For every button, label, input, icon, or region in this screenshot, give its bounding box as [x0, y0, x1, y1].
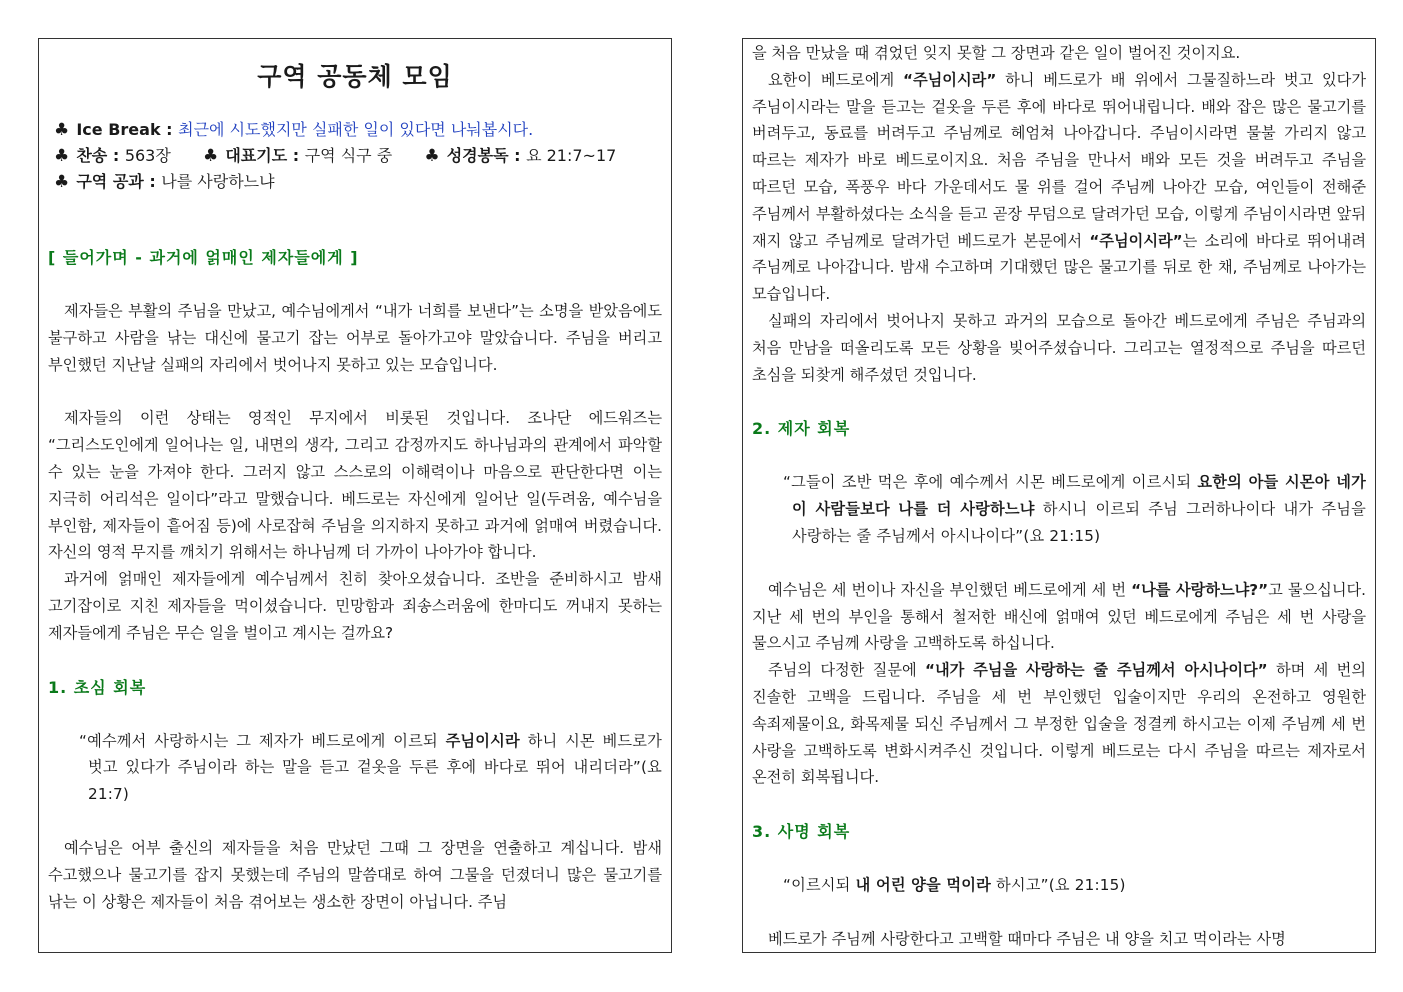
club-icon: ♣	[54, 146, 70, 166]
paragraph: 을 처음 만났을 때 겪었던 잊지 못할 그 장면과 같은 일이 벌어진 것이지요.	[752, 44, 1241, 62]
paragraph: 과거에 얽매인 제자들에게 예수님께서 친히 찾아오셨습니다. 조반을 준비하시고 밤새 고기잡이로 지친 제자들을 먹이셨습니다. 민망함과 죄송스러움에 한마디도 꺼내지 못하는 제자들에게 주님은 무슨 일을 벌이고 계시는 걸까요?	[48, 570, 662, 642]
lesson-value: 나를 사랑하느냐	[161, 172, 275, 191]
scripture-quote: “그들이 조반 먹은 후에 예수께서 시몬 베드로에게 이르시되 요한의 아들 시몬아 네가 이 사람들보다 나를 더 사랑하느냐 하시니 이르되 주님 그러하나이다 내가 주님을 사랑하는 줄 주님께서 아시나이다”(요 21:15)	[783, 473, 1367, 545]
paragraph: 주님의 다정한 질문에 “내가 주님을 사랑하는 줄 주님께서 아시나이다” 하며 세 번의 진솔한 고백을 드립니다. 주님을 세 번 부인했던 입술이지만 우리의 온전하고 영원한 속죄제물이요, 화목제물 되신 주님께서 그 부정한 입술을 정결케 하시고는 이제 주님께 세 번 사랑을 고백하도록 변화시켜주신 것입니다. 이렇게 베드로는 다시 주님을 따르는 제자로서 온전히 회복됩니다.	[752, 661, 1366, 787]
prayer-value: 구역 식구 중	[304, 146, 393, 165]
paragraph: 제자들은 부활의 주님을 만났고, 예수님에게서 “내가 너희를 보낸다”는 소명을 받았음에도 불구하고 사람을 낚는 대신에 물고기 잡는 어부로 돌아가고야 말았습니다. 주님을 버리고 부인했던 지난날 실패의 자리에서 벗어나지 못하고 있는 모습입니다.	[48, 302, 662, 374]
club-icon: ♣	[424, 146, 440, 166]
left-page	[38, 38, 672, 953]
paragraph: 제자들의 이런 상태는 영적인 무지에서 비롯된 것입니다. 조나단 에드워즈는 “그리스도인에게 일어나는 일, 내면의 생각, 그리고 감정까지도 하나님과의 관계에서 파악할 수 있는 눈을 가져야 한다. 그러지 않고 스스로의 이해력이나 마음으로 판단한다면 이는 지극히 어리석은 일이다”라고 말했습니다. 베드로는 자신에게 일어난 일(두려움, 예수님을 부인함, 제자들이 흩어짐 등)에 사로잡혀 주님을 의지하지 못하고 과거에 얽매여 버렸습니다. 자신의 영적 무지를 깨치기 위해서는 하나님께 더 가까이 나아가야 합니다.	[48, 409, 662, 562]
section-heading-3: 3. 사명 회복	[752, 822, 851, 842]
scripture-quote: “이르시되 내 어린 양을 먹이라 하시고”(요 21:15)	[783, 876, 1126, 895]
prayer-label: 대표기도	[225, 146, 288, 165]
club-icon: ♣	[203, 146, 219, 166]
reading-label: 성경봉독	[446, 146, 509, 165]
order-line: ♣ 찬송 : 563장 ♣ 대표기도 : 구역 식구 중 ♣ 성경봉독 : 요 21:7~17	[54, 146, 617, 166]
lesson-line: ♣ 구역 공과 : 나를 사랑하느냐	[54, 172, 275, 192]
section-heading-1: 1. 초심 회복	[48, 677, 147, 697]
intro-heading: [ 들어가며 - 과거에 얽매인 제자들에게 ]	[48, 248, 359, 267]
icebreak-line: ♣ Ice Break : 최근에 시도했지만 실패한 일이 있다면 나눠봅시다.	[54, 120, 534, 140]
reading-value: 요 21:7~17	[526, 146, 617, 165]
section-heading-2: 2. 제자 회복	[752, 419, 851, 439]
hymn-label: 찬송	[76, 146, 108, 165]
paragraph: 예수님은 어부 출신의 제자들을 처음 만났던 그때 그 장면을 연출하고 계십니다. 밤새 수고했으나 물고기를 잡지 못했는데 주님의 말씀대로 하여 그물을 던졌더니 많은 물고기를 낚는 이 상황은 제자들이 처음 겪어보는 생소한 장면이 아닙니다. 주님	[48, 838, 662, 911]
paragraph: 요한이 베드로에게 “주님이시라” 하니 베드로가 배 위에서 그물질하느라 벗고 있다가 주님이시라는 말을 듣고는 겉옷을 두른 후에 바다로 뛰어내립니다. 배와 잡은 많은 물고기를 버려두고, 동료를 버려두고 주님께로 헤엄쳐 나아갑니다. 주님이시라면 물불 가리지 않고 따르는 제자가 바로 베드로이지요. 처음 주님을 만나서 배와 모든 것을 버려두고 주님을 따르던 모습, 폭풍우 바다 가운데서도 물 위를 걸어 주님께 나아간 모습, 여인들이 전해준 주님께서 부활하셨다는 소식을 듣고 곧장 무덤으로 달려가던 모습, 이렇게 주님이시라면 앞뒤 재지 않고 주님께로 달려가던 베드로가 본문에서 “주님이시라”는 소리에 바다로 뛰어내려 주님께로 나아갑니다. 밤새 수고하며 기대했던 많은 물고기를 뒤로 한 채, 주님께로 나아가는 모습입니다.	[752, 70, 1367, 304]
club-icon: ♣	[54, 172, 70, 192]
hymn-value: 563장	[124, 146, 171, 165]
right-page	[742, 38, 1376, 953]
paragraph: 베드로가 주님께 사랑한다고 고백할 때마다 주님은 내 양을 치고 먹이라는 사명	[768, 929, 1286, 948]
icebreak-label: Ice Break	[76, 120, 161, 139]
lesson-label: 구역 공과	[76, 172, 144, 191]
paragraph: 실패의 자리에서 벗어나지 못하고 과거의 모습으로 돌아간 베드로에게 주님은 주님과의 처음 만남을 떠올리도록 모든 상황을 빚어주셨습니다. 그리고는 열정적으로 주님을 따르던 초심을 되찾게 해주셨던 것입니다.	[752, 311, 1366, 384]
icebreak-text: 최근에 시도했지만 실패한 일이 있다면 나눠봅시다.	[178, 120, 534, 139]
page-title: 구역 공동체 모임	[257, 62, 453, 91]
paragraph: 예수님은 세 번이나 자신을 부인했던 베드로에게 세 번 “나를 사랑하느냐?”고 물으십니다. 지난 세 번의 부인을 통해서 철저한 배신에 얽매여 있던 베드로에게 주님은 세 번 사랑을 물으시고 주님께 사랑을 고백하도록 하십니다.	[752, 580, 1367, 653]
meeting-info	[54, 117, 662, 195]
scripture-quote: “예수께서 사랑하시는 그 제자가 베드로에게 이르되 주님이시라 하니 시몬 베드로가 벗고 있다가 주님이라 하는 말을 듣고 겉옷을 두른 후에 바다로 뛰어 내리더라”(요 21:7)	[79, 731, 662, 804]
club-icon: ♣	[54, 120, 70, 140]
